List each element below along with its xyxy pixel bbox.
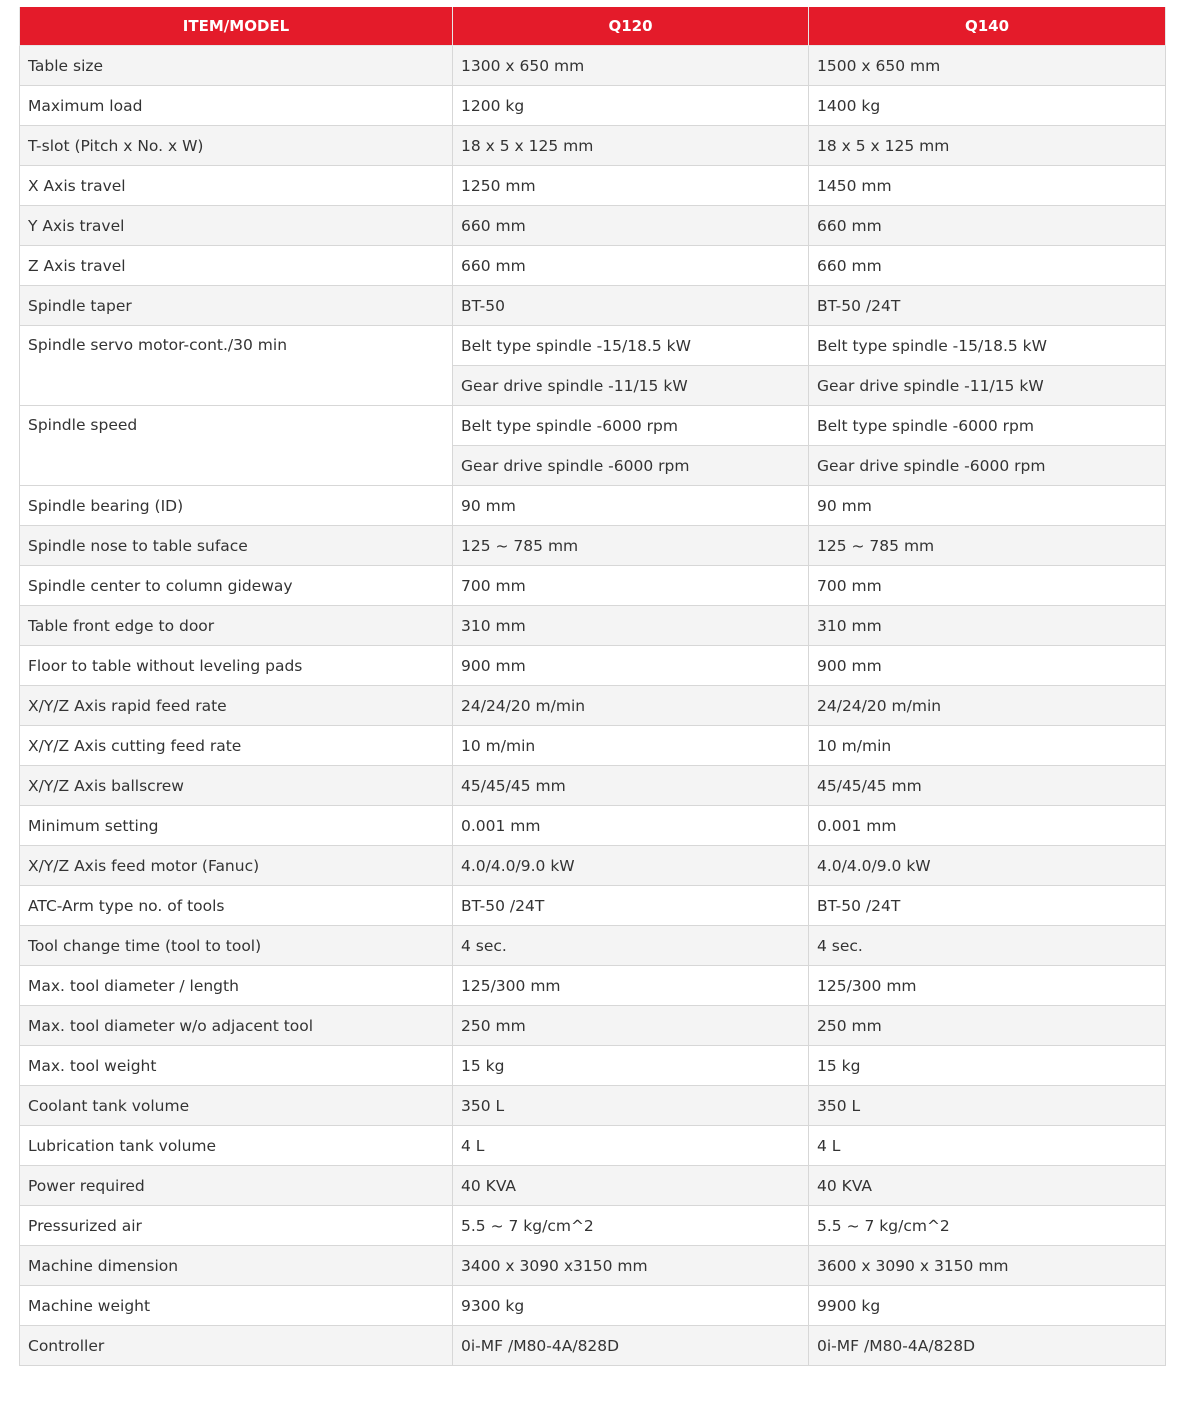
spec-label: Spindle speed bbox=[20, 406, 453, 486]
spec-value-q140: 1450 mm bbox=[809, 166, 1166, 206]
header-model-q140: Q140 bbox=[809, 7, 1166, 46]
spec-value-q140: 700 mm bbox=[809, 566, 1166, 606]
spec-value-q120: 0.001 mm bbox=[453, 806, 809, 846]
spec-value-q140: 0.001 mm bbox=[809, 806, 1166, 846]
table-row bbox=[20, 1286, 1166, 1326]
table-row bbox=[20, 926, 1166, 966]
table-row bbox=[20, 1006, 1166, 1046]
table-row bbox=[20, 566, 1166, 606]
spec-value-q120: 125 ~ 785 mm bbox=[453, 526, 809, 566]
spec-value-q120: 15 kg bbox=[453, 1046, 809, 1086]
spec-value-q120: Gear drive spindle -11/15 kW bbox=[453, 366, 809, 406]
spec-label: Y Axis travel bbox=[20, 206, 453, 246]
spec-label: Spindle center to column gideway bbox=[20, 566, 453, 606]
spec-value-q140: Gear drive spindle -11/15 kW bbox=[809, 366, 1166, 406]
spec-label: Minimum setting bbox=[20, 806, 453, 846]
spec-value-q140: 4 L bbox=[809, 1126, 1166, 1166]
spec-label: Max. tool diameter w/o adjacent tool bbox=[20, 1006, 453, 1046]
table-row bbox=[20, 686, 1166, 726]
table-row bbox=[20, 126, 1166, 166]
spec-value-q140: 5.5 ~ 7 kg/cm^2 bbox=[809, 1206, 1166, 1246]
table-row bbox=[20, 646, 1166, 686]
spec-label: X/Y/Z Axis rapid feed rate bbox=[20, 686, 453, 726]
spec-label: Z Axis travel bbox=[20, 246, 453, 286]
spec-label: Machine weight bbox=[20, 1286, 453, 1326]
spec-value-q120: 900 mm bbox=[453, 646, 809, 686]
spec-table-body bbox=[20, 46, 1166, 1366]
spec-value-q140: 350 L bbox=[809, 1086, 1166, 1126]
spec-value-q120: Gear drive spindle -6000 rpm bbox=[453, 446, 809, 486]
table-row bbox=[20, 406, 1166, 446]
spec-value-q120: 4 L bbox=[453, 1126, 809, 1166]
spec-value-q120: BT-50 bbox=[453, 286, 809, 326]
spec-value-q140: BT-50 /24T bbox=[809, 886, 1166, 926]
spec-label: Machine dimension bbox=[20, 1246, 453, 1286]
spec-value-q120: 125/300 mm bbox=[453, 966, 809, 1006]
spec-label: Pressurized air bbox=[20, 1206, 453, 1246]
spec-label: Table front edge to door bbox=[20, 606, 453, 646]
spec-value-q140: 15 kg bbox=[809, 1046, 1166, 1086]
spec-value-q140: 9900 kg bbox=[809, 1286, 1166, 1326]
spec-value-q120: 9300 kg bbox=[453, 1286, 809, 1326]
spec-label: X Axis travel bbox=[20, 166, 453, 206]
spec-value-q140: 1500 x 650 mm bbox=[809, 46, 1166, 86]
spec-value-q140: Belt type spindle -15/18.5 kW bbox=[809, 326, 1166, 366]
spec-label: ATC-Arm type no. of tools bbox=[20, 886, 453, 926]
table-row bbox=[20, 1326, 1166, 1366]
spec-value-q140: Gear drive spindle -6000 rpm bbox=[809, 446, 1166, 486]
table-row bbox=[20, 526, 1166, 566]
spec-value-q140: 40 KVA bbox=[809, 1166, 1166, 1206]
header-item-model: ITEM/MODEL bbox=[20, 7, 453, 46]
table-row bbox=[20, 726, 1166, 766]
spec-value-q140: Belt type spindle -6000 rpm bbox=[809, 406, 1166, 446]
spec-label: Power required bbox=[20, 1166, 453, 1206]
spec-value-q120: 10 m/min bbox=[453, 726, 809, 766]
spec-value-q140: 4.0/4.0/9.0 kW bbox=[809, 846, 1166, 886]
spec-value-q140: 900 mm bbox=[809, 646, 1166, 686]
table-row bbox=[20, 206, 1166, 246]
spec-value-q140: 18 x 5 x 125 mm bbox=[809, 126, 1166, 166]
spec-label: T-slot (Pitch x No. x W) bbox=[20, 126, 453, 166]
spec-label: Controller bbox=[20, 1326, 453, 1366]
spec-value-q120: 18 x 5 x 125 mm bbox=[453, 126, 809, 166]
spec-value-q120: BT-50 /24T bbox=[453, 886, 809, 926]
spec-value-q120: 250 mm bbox=[453, 1006, 809, 1046]
table-row bbox=[20, 46, 1166, 86]
spec-value-q140: 660 mm bbox=[809, 246, 1166, 286]
spec-value-q140: BT-50 /24T bbox=[809, 286, 1166, 326]
spec-label: Max. tool diameter / length bbox=[20, 966, 453, 1006]
spec-value-q120: 1200 kg bbox=[453, 86, 809, 126]
spec-value-q140: 250 mm bbox=[809, 1006, 1166, 1046]
spec-label: Spindle servo motor-cont./30 min bbox=[20, 326, 453, 406]
spec-value-q120: 45/45/45 mm bbox=[453, 766, 809, 806]
spec-value-q140: 45/45/45 mm bbox=[809, 766, 1166, 806]
table-row bbox=[20, 966, 1166, 1006]
spec-value-q140: 90 mm bbox=[809, 486, 1166, 526]
spec-label: Spindle taper bbox=[20, 286, 453, 326]
spec-value-q140: 4 sec. bbox=[809, 926, 1166, 966]
spec-label: Max. tool weight bbox=[20, 1046, 453, 1086]
spec-value-q120: Belt type spindle -6000 rpm bbox=[453, 406, 809, 446]
table-row bbox=[20, 326, 1166, 366]
table-row bbox=[20, 1126, 1166, 1166]
spec-label: Spindle bearing (ID) bbox=[20, 486, 453, 526]
spec-value-q120: Belt type spindle -15/18.5 kW bbox=[453, 326, 809, 366]
spec-label: X/Y/Z Axis feed motor (Fanuc) bbox=[20, 846, 453, 886]
spec-table-header bbox=[20, 7, 1166, 46]
spec-label: X/Y/Z Axis ballscrew bbox=[20, 766, 453, 806]
header-row bbox=[20, 7, 1166, 46]
spec-value-q120: 310 mm bbox=[453, 606, 809, 646]
spec-value-q120: 40 KVA bbox=[453, 1166, 809, 1206]
table-row bbox=[20, 1206, 1166, 1246]
spec-label: Floor to table without leveling pads bbox=[20, 646, 453, 686]
spec-value-q120: 4.0/4.0/9.0 kW bbox=[453, 846, 809, 886]
spec-value-q120: 350 L bbox=[453, 1086, 809, 1126]
table-row bbox=[20, 806, 1166, 846]
spec-value-q140: 3600 x 3090 x 3150 mm bbox=[809, 1246, 1166, 1286]
spec-label: Coolant tank volume bbox=[20, 1086, 453, 1126]
table-row bbox=[20, 486, 1166, 526]
spec-value-q140: 310 mm bbox=[809, 606, 1166, 646]
spec-value-q140: 24/24/20 m/min bbox=[809, 686, 1166, 726]
spec-label: Maximum load bbox=[20, 86, 453, 126]
spec-value-q140: 0i-MF /M80-4A/828D bbox=[809, 1326, 1166, 1366]
table-row bbox=[20, 286, 1166, 326]
table-row bbox=[20, 1166, 1166, 1206]
table-row bbox=[20, 846, 1166, 886]
spec-label: Spindle nose to table suface bbox=[20, 526, 453, 566]
table-row bbox=[20, 886, 1166, 926]
spec-value-q120: 0i-MF /M80-4A/828D bbox=[453, 1326, 809, 1366]
spec-label: Lubrication tank volume bbox=[20, 1126, 453, 1166]
table-row bbox=[20, 606, 1166, 646]
spec-value-q140: 10 m/min bbox=[809, 726, 1166, 766]
spec-value-q140: 1400 kg bbox=[809, 86, 1166, 126]
table-row bbox=[20, 246, 1166, 286]
table-row bbox=[20, 1246, 1166, 1286]
spec-value-q120: 90 mm bbox=[453, 486, 809, 526]
spec-value-q140: 125/300 mm bbox=[809, 966, 1166, 1006]
spec-value-q120: 660 mm bbox=[453, 246, 809, 286]
spec-value-q120: 4 sec. bbox=[453, 926, 809, 966]
table-row bbox=[20, 766, 1166, 806]
table-row bbox=[20, 166, 1166, 206]
spec-value-q140: 125 ~ 785 mm bbox=[809, 526, 1166, 566]
spec-label: Tool change time (tool to tool) bbox=[20, 926, 453, 966]
spec-value-q120: 5.5 ~ 7 kg/cm^2 bbox=[453, 1206, 809, 1246]
spec-value-q120: 1250 mm bbox=[453, 166, 809, 206]
spec-value-q140: 660 mm bbox=[809, 206, 1166, 246]
spec-value-q120: 700 mm bbox=[453, 566, 809, 606]
spec-label: X/Y/Z Axis cutting feed rate bbox=[20, 726, 453, 766]
spec-value-q120: 3400 x 3090 x3150 mm bbox=[453, 1246, 809, 1286]
spec-value-q120: 24/24/20 m/min bbox=[453, 686, 809, 726]
spec-value-q120: 660 mm bbox=[453, 206, 809, 246]
spec-label: Table size bbox=[20, 46, 453, 86]
table-row bbox=[20, 1086, 1166, 1126]
spec-table bbox=[19, 7, 1166, 1366]
table-row bbox=[20, 1046, 1166, 1086]
header-model-q120: Q120 bbox=[453, 7, 809, 46]
spec-value-q120: 1300 x 650 mm bbox=[453, 46, 809, 86]
table-row bbox=[20, 86, 1166, 126]
